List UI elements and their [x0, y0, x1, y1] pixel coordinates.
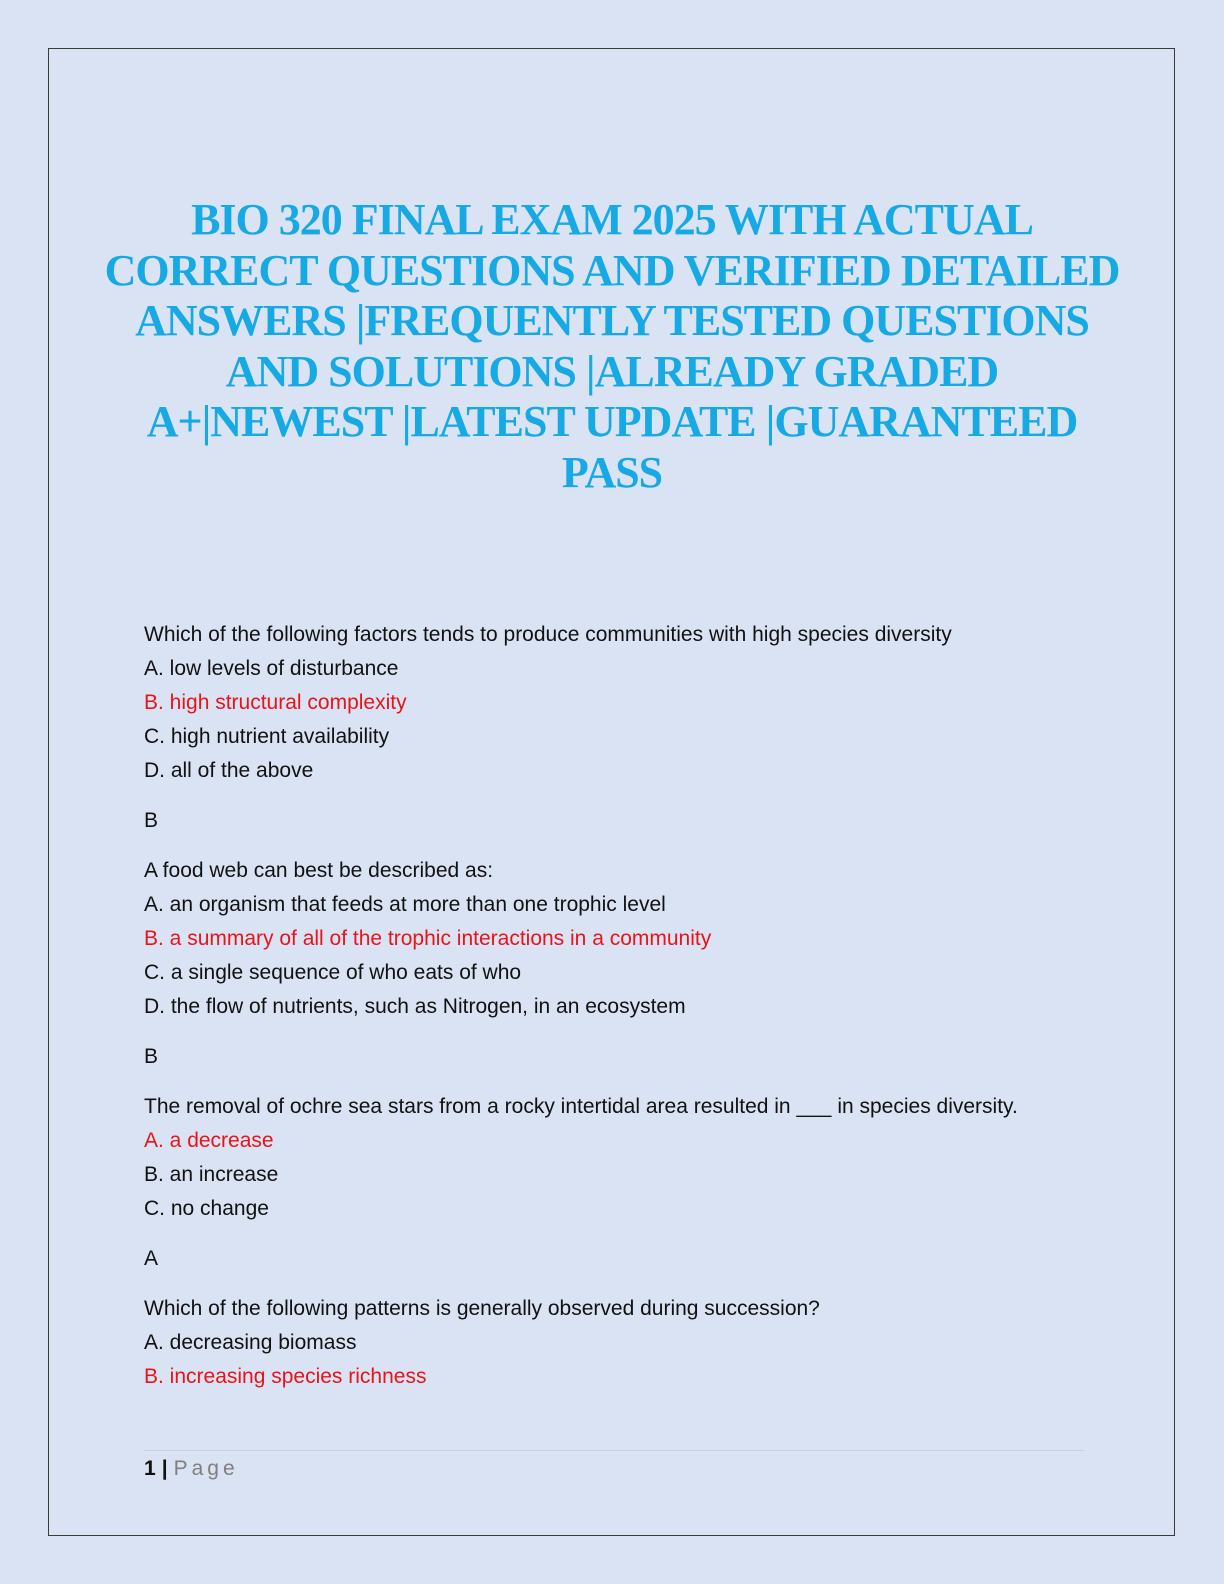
option-c: C. no change [144, 1197, 269, 1220]
question-block-4 [144, 1292, 1104, 1394]
option-c: C. a single sequence of who eats of who [144, 961, 522, 984]
question-block-1 [144, 618, 1104, 788]
option-a-correct: A. a decrease [144, 1129, 274, 1152]
option-a: A. low levels of disturbance [144, 657, 399, 680]
option-c: C. high nutrient availability [144, 725, 390, 748]
option-b-correct: B. high structural complexity [144, 691, 407, 714]
option-b-correct: B. increasing species richness [144, 1365, 427, 1388]
option-b: B. an increase [144, 1163, 279, 1186]
option-b-correct: B. a summary of all of the trophic interactions in a community [144, 927, 712, 950]
document-title: BIO 320 FINAL EXAM 2025 WITH ACTUAL CORRECT QUESTIONS AND VERIFIED DETAILED ANSWERS |FREQUENTLY TESTED QUESTIONS AND SOLUTIONS |ALREADY GRADED A+|NEWEST |LATEST UPDATE |GUARANTEED PASS [104, 195, 1120, 497]
page-separator: | [161, 1457, 168, 1480]
page-label: Page [173, 1457, 239, 1480]
question-text: The removal of ochre sea stars from a rocky intertidal area resulted in ___ in species diversity. [144, 1095, 1018, 1118]
question-text: Which of the following patterns is generally observed during succession? [144, 1297, 820, 1320]
page-footer [144, 1454, 239, 1484]
exam-content [144, 618, 1104, 1410]
answer-key: B [144, 1045, 159, 1068]
option-a: A. an organism that feeds at more than one trophic level [144, 893, 666, 916]
option-d: D. all of the above [144, 759, 314, 782]
option-d: D. the flow of nutrients, such as Nitrogen, in an ecosystem [144, 995, 686, 1018]
question-block-3 [144, 1090, 1104, 1226]
answer-key: B [144, 809, 159, 832]
footer-divider [144, 1450, 1084, 1451]
question-text: A food web can best be described as: [144, 859, 494, 882]
question-block-2 [144, 854, 1104, 1024]
question-text: Which of the following factors tends to produce communities with high species diversity [144, 623, 952, 646]
answer-key: A [144, 1247, 159, 1270]
option-a: A. decreasing biomass [144, 1331, 357, 1354]
page-number: 1 [144, 1457, 156, 1480]
